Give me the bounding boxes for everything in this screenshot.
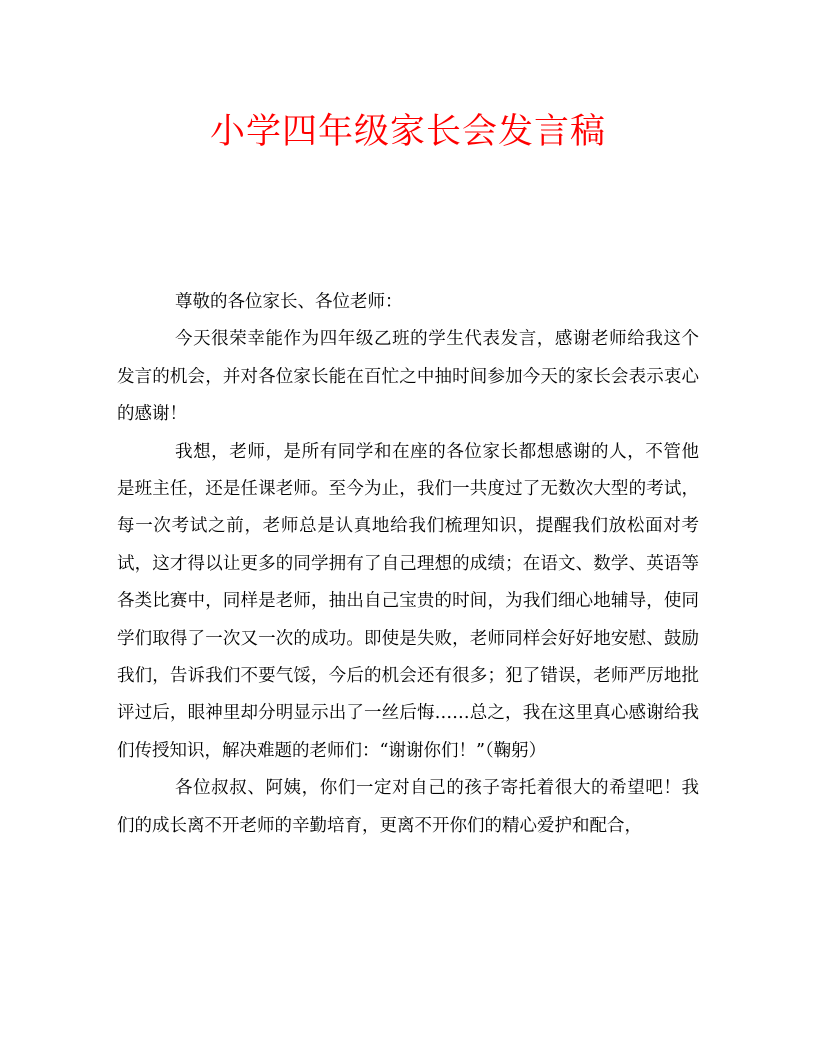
paragraph-3: 各位叔叔、阿姨，你们一定对自己的孩子寄托着很大的希望吧！我们的成长离不开老师的辛勤培育，更离不开你们的精心爱护和配合，	[117, 778, 699, 836]
paragraph-1: 今天很荣幸能作为四年级乙班的学生代表发言，感谢老师给我这个发言的机会，并对各位家长能在百忙之中抽时间参加今天的家长会表示衷心的感谢！	[117, 329, 699, 425]
document-title: 小学四年级家长会发言稿	[209, 112, 606, 152]
greeting-line: 尊敬的各位家长、各位老师：	[175, 292, 403, 312]
paragraph-2: 我想，老师，是所有同学和在座的各位家长都想感谢的人，不管他是班主任，还是任课老师。至今为止，我们一共度过了无数次大型的考试，每一次考试之前，老师总是认真地给我们梳理知识，提醒我们放松面对考试，这才得以让更多的同学拥有了自己理想的成绩；在语文、数学、英语等各类比赛中，同样是老师，抽出自己宝贵的时间，为我们细心地辅导，使同学们取得了一次又一次的成功。即使是失败，老师同样会好好地安慰、鼓励我们，告诉我们不要气馁，今后的机会还有很多；犯了错误，老师严厉地批评过后，眼神里却分明显示出了一丝后悔……总之，我在这里真心感谢给我们传授知识，解决难题的老师们：“谢谢你们！”（鞠躬）	[117, 441, 699, 761]
document-body	[117, 284, 699, 845]
